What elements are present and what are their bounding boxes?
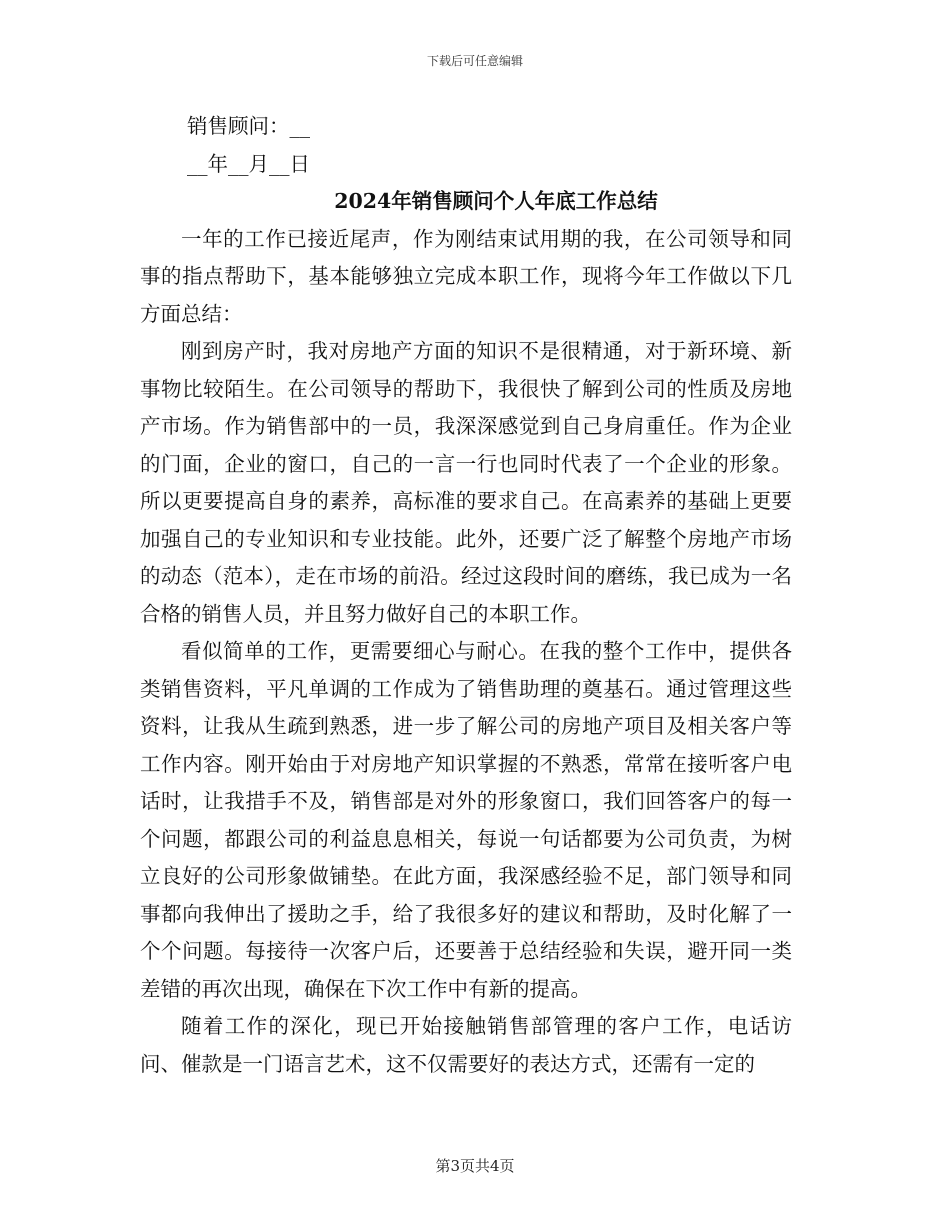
paragraph-intro: 一年的工作已接近尾声，作为刚结束试用期的我，在公司领导和同事的指点帮助下，基本能够独立完成本职工作，现将今年工作做以下几方面总结： — [140, 226, 792, 326]
document-body — [140, 108, 792, 1083]
page-footer: 第3页共4页 — [435, 1157, 515, 1175]
advisor-signature-line: 销售顾问：__ — [187, 114, 310, 138]
paragraph-2: 刚到房产时，我对房地产方面的知识不是很精通，对于新环境、新事物比较陌生。在公司领导的帮助下，我很快了解到公司的性质及房地产市场。作为销售部中的一员，我深深感觉到自己身肩重任。作为企业的门面，企业的窗口，自己的一言一行也同时代表了一个企业的形象。所以更要提高自身的素养，高标准的要求自己。在高素养的基础上更要加强自己的专业知识和专业技能。此外，还要广泛了解整个房地产市场的动态（范本），走在市场的前沿。经过这段时间的磨练，我已成为一名合格的销售人员，并且努力做好自己的本职工作。 — [140, 339, 792, 626]
paragraph-3: 看似简单的工作，更需要细心与耐心。在我的整个工作中，提供各类销售资料，平凡单调的工作成为了销售助理的奠基石。通过管理这些资料，让我从生疏到熟悉，进一步了解公司的房地产项目及相关客户等工作内容。刚开始由于对房地产知识掌握的不熟悉，常常在接听客户电话时，让我措手不及，销售部是对外的形象窗口，我们回答客户的每一个问题，都跟公司的利益息息相关，每说一句话都要为公司负责，为树立良好的公司形象做铺垫。在此方面，我深感经验不足，部门领导和同事都向我伸出了援助之手，给了我很多好的建议和帮助，及时化解了一个个问题。每接待一次客户后，还要善于总结经验和失误，避开同一类差错的再次出现，确保在下次工作中有新的提高。 — [140, 639, 792, 1001]
date-line: __年__月__日 — [187, 151, 310, 176]
paragraph-4: 随着工作的深化，现已开始接触销售部管理的客户工作，电话访问、催款是一门语言艺术，这不仅需要好的表达方式，还需有一定的 — [140, 1014, 792, 1076]
page-header: 下载后可任意编辑 — [426, 54, 523, 68]
document-title: 2024年销售顾问个人年底工作总结 — [334, 189, 658, 213]
